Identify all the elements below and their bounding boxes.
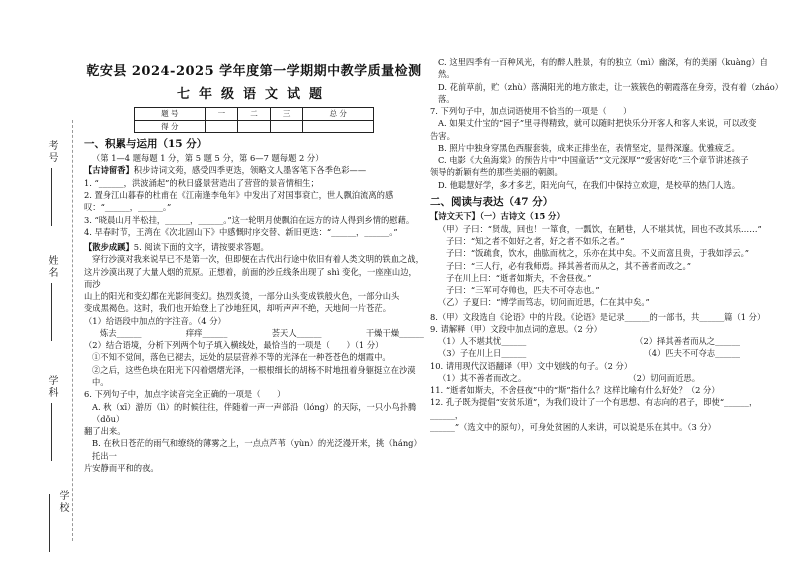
question-3: 3. “晓晨山月半松挂，______，______。”这一轮明月使飘泊在远方的诗人得到乡情的慰藉。 bbox=[84, 214, 415, 225]
section2-title: 二、阅读与表达（47 分） bbox=[430, 195, 554, 208]
margin-label-school: 学校 bbox=[44, 490, 70, 561]
q9-blank-2[interactable]: （2）择其善者而从之______ bbox=[635, 336, 740, 347]
left-column bbox=[84, 56, 424, 556]
question-11: 11. “逝者如斯夫，不舍昼夜”中的“斯”指什么？这样比喻有什么好处？（2 分） bbox=[430, 385, 720, 396]
question-6-option-a: A. 秋（xī）游历（lì）的时候往往，伴随着一声一声部沿（lóng）的天际，一只小鸟扑腾（dǒu） bbox=[92, 401, 417, 424]
right-column bbox=[430, 56, 780, 556]
question-6-option-c: C. 这里四季有一百种风光，有的醉人胜景，有的独立（mì）幽深，有的美丽（kuàng）自然。 bbox=[438, 57, 768, 80]
seal-line bbox=[72, 120, 73, 541]
question-12: 12. 孔子既为提倡“安贫乐道”，为我们设计了一个有思想、有志向的君子，即使“______，______， bbox=[430, 397, 758, 420]
pinyin-blank-4[interactable]: 干燥干燥______ bbox=[365, 327, 424, 338]
prose-paragraph: 这片沙漠出现了大量人烟的荒原。正想着，前面的沙丘线条出现了 shì 变化，一座座山边，而沙 bbox=[84, 266, 417, 289]
margin-label-name: 姓名 bbox=[44, 255, 59, 341]
exam-title: 乾安县 2024-2025 学年度第一学期期中教学质量检测 bbox=[86, 64, 422, 79]
question-instructions: （第 1—4 题每题 1 分，第 5 题 5 分，第 6—7 题每题 2 分） bbox=[92, 153, 324, 164]
score-table bbox=[134, 107, 374, 132]
prose-question-2: （2）结合语境，分析下列两个句子填入横线处，最恰当的一项是（ ）（1 分） bbox=[84, 340, 384, 351]
classical-text-line: （乙）子夏曰：“博学而笃志，切问而近思，仁在其中矣。” bbox=[438, 297, 650, 308]
score-cell-2[interactable] bbox=[238, 120, 271, 132]
question-4: 4. 早春时节，王湾在《次北固山下》中感慨时序交替、新旧更迭：“______，______。” bbox=[84, 226, 398, 237]
pinyin-blanks bbox=[84, 327, 424, 339]
question-8: 8.（甲）文段选自《论语》中的片段。《论语》是记录______的一部书，共______篇（1 分） bbox=[430, 311, 766, 322]
classical-text-heading: 【诗文天下】（一）古诗文（15 分） bbox=[430, 211, 565, 222]
question-6-option-b: B. 在秋日苍茫的雨气和缭绕的薄雾之上，一点点芦苇（yùn）的光泛漫开来，挑（háng）托出一 bbox=[92, 438, 422, 461]
question-1: 1. “______，洪波涌起”的秋日盛景营造出了营营的景音情相生； bbox=[84, 177, 319, 188]
pinyin-blank-3[interactable]: 荟天人______ bbox=[271, 327, 322, 338]
q9-blank-3[interactable]: （3）子在川上日______ bbox=[438, 348, 527, 359]
question-7: 7. 下列句子中，加点词语使用不恰当的一项是（ ） bbox=[430, 106, 632, 117]
pinyin-blank-2[interactable]: 痒痒______ bbox=[185, 327, 228, 338]
question-9-items-row1 bbox=[430, 335, 780, 347]
question-6: 6. 下列句子中，加点字读音完全正确的一项是（ ） bbox=[84, 389, 286, 400]
classical-text-line: 子曰：“饭疏食，饮水，曲肱而枕之，乐亦在其中矣。不义而富且贵，于我如浮云。” bbox=[446, 248, 750, 259]
prose-option-2: ②之后，这些色块在阳光下闪着熠熠光泽，一根根细长的胡杨不时地扭着身躯挺立在沙漠中。 bbox=[92, 364, 416, 387]
classical-text-line: 子曰：“知之者不如好之者，好之者不如乐之者。” bbox=[446, 235, 625, 246]
score-cell-3[interactable] bbox=[270, 120, 303, 132]
question-7-option-c: C. 电影《大鱼海棠》的预告片中“中国童话”“文元深厚”“爱害好吃”三个章节讲述孩子 bbox=[438, 155, 749, 166]
classical-text-line: 子曰：“三人行，必有我师焉。择其善者而从之，其不善者而改之。” bbox=[446, 260, 691, 271]
prose-intro: 【散步成蹊】5. 阅读下面的文字，请按要求答题。 bbox=[84, 242, 269, 253]
question-6-option-d: D. 花前草前，贮（zhù）落满阳光的地方旅走，让一簇簇色的朝霞落在身旁，没有着（zháo）落。 bbox=[438, 81, 779, 104]
margin-label-subject: 学科 bbox=[44, 375, 59, 461]
question-7-option-b: B. 照片中独身穿黑色西服套装，成来正排坐在，表情坚定，显得深邃。优雅疲乏。 bbox=[438, 142, 740, 153]
question-10: 10. 请用现代汉语翻译（甲）文中划线的句子。（2 分） bbox=[430, 360, 633, 371]
question-6-option-a-cont: 翻了出来。 bbox=[84, 426, 126, 437]
question-9: 9. 请解释（甲）文段中加点词的意思。（2 分） bbox=[430, 323, 602, 334]
question-2-cont: 叹：“______，______。” bbox=[84, 202, 172, 213]
question-7-option-a: A. 如果丈什宝的“园子”里寻得精致，就可以随时把快乐分开客人和客人来说，可以改变 bbox=[438, 118, 757, 129]
pinyin-blank-1[interactable]: 炼去______ bbox=[100, 327, 142, 338]
poetry-intro: 【古诗留香】积步诗词文苑，感受四季更迭，领略文人墨客笔下各季色彩—— bbox=[84, 165, 367, 176]
margin-label-examno: 考号 bbox=[44, 140, 59, 226]
question-6-option-b-cont: 片安静而平和的夜。 bbox=[84, 462, 159, 473]
q9-blank-4[interactable]: （4）匹夫不可夺志______ bbox=[643, 348, 740, 359]
question-12-cont: ______”（选文中的原句），可身处贫困的人来讲，可以说是乐在其中。（3 分） bbox=[430, 421, 716, 432]
question-9-items-row2 bbox=[430, 347, 780, 359]
exam-subtitle: 七年级语文试题 bbox=[176, 87, 331, 103]
score-cell-1[interactable] bbox=[205, 120, 238, 132]
binding-margin bbox=[0, 0, 68, 561]
question-7-option-c-cont: 领导的新颖有些的那些美丽的朝颜。 bbox=[430, 167, 563, 178]
score-cell-total[interactable] bbox=[303, 120, 374, 132]
score-table-score-row: 得 分 bbox=[135, 120, 374, 132]
prose-paragraph: 山上的阳光和变幻都在光影间变幻。热烈炙烫，一部分山头变成铁般火色，一部分山头 bbox=[84, 291, 400, 302]
classical-text-line: 子曰：“三军可夺帅也，匹夫不可夺志也。” bbox=[446, 285, 600, 296]
classical-text-line: （甲）子曰：“贤哉，回也！一箪食，一瓢饮，在陋巷，人不堪其忧，回也不改其乐……” bbox=[438, 223, 762, 234]
prose-option-1: ①不知不觉间，落色已褪去，远处的层层营养不等的光泽在一种苍苍色的烟霞中。 bbox=[92, 352, 391, 363]
section1-title: 一、积累与运用（15 分） bbox=[84, 137, 208, 150]
question-7-option-d: D. 他聪慧好学，多才多艺，阳光向气，在我们中保持立欢迎，是校草的热门人选。 bbox=[438, 179, 741, 190]
question-10-items: （1）其不善者而改之。 （2）切问而近思。 bbox=[438, 372, 700, 383]
score-table-header-row: 题 号 一 二 三 总 分 bbox=[135, 108, 374, 120]
q9-blank-1[interactable]: （1）人不堪其忧______ bbox=[438, 336, 527, 347]
prose-paragraph: 穿行沙漠对我来说早已不是第一次，但即便在古代出行途中依旧有着人类文明的铁血之战， bbox=[92, 254, 424, 265]
prose-paragraph: 变成黑褐色。这时，我们也开始登上了沙地狂风，却听声声不绝，天地间一片苍茫。 bbox=[84, 303, 391, 314]
question-2: 2. 置身江山暮春的杜甫在《江南逢李龟年》中发出了对国事衰亡，世人飘泊流离的感 bbox=[84, 189, 394, 200]
classical-text-line: 子在川上曰：“逝者如斯夫，不舍昼夜。” bbox=[446, 272, 592, 283]
question-7-option-a-cont: 告害。 bbox=[430, 130, 455, 141]
prose-question-1: （1）给语段中加点的字注音。（4 分） bbox=[84, 315, 226, 326]
